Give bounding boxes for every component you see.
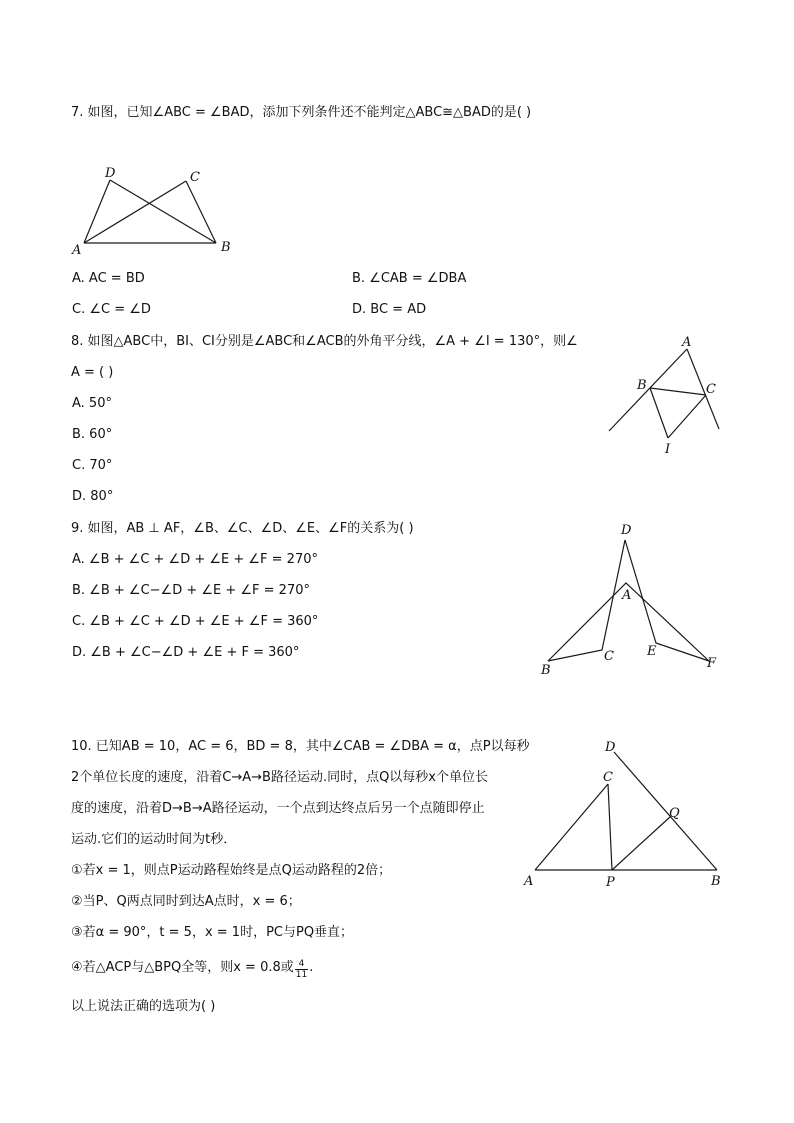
- q9-label-d: D: [621, 523, 632, 538]
- q10-fraction-denominator: 11: [295, 970, 308, 980]
- q9-label-f: F: [707, 656, 717, 671]
- q10-line1: 10. 已知AB = 10，AC = 6，BD = 8，其中∠CAB = ∠DBA = α，点P以每秒: [71, 739, 530, 754]
- q10-segment-db: [614, 752, 717, 870]
- q8-option-b[interactable]: B. 60°: [72, 427, 113, 442]
- q9-label-a: A: [622, 588, 632, 603]
- q10-statement-1: ①若x = 1，则点P运动路程始终是点Q运动路程的2倍；: [71, 863, 392, 878]
- q7-option-c[interactable]: C. ∠C = ∠D: [72, 302, 151, 317]
- q8-option-a[interactable]: A. 50°: [72, 396, 112, 411]
- q7-label-a: A: [72, 243, 82, 258]
- q10-label-q: Q: [669, 806, 680, 821]
- q9-option-c[interactable]: C. ∠B + ∠C + ∠D + ∠E + ∠F = 360°: [72, 614, 319, 629]
- q7-label-d: D: [105, 166, 116, 181]
- q10-label-p: P: [606, 875, 615, 890]
- q10-statement-3: ③若α = 90°，t = 5，x = 1时，PC与PQ垂直；: [71, 925, 354, 940]
- q9-option-a[interactable]: A. ∠B + ∠C + ∠D + ∠E + ∠F = 270°: [72, 552, 318, 567]
- q8-option-d[interactable]: D. 80°: [72, 489, 114, 504]
- q10-line2: 2个单位长度的速度，沿着C→A→B路径运动.同时，点Q以每秒x个单位长: [71, 770, 489, 785]
- q7-stem: 7. 如图，已知∠ABC = ∠BAD，添加下列条件还不能判定△ABC≅△BAD的是( ): [71, 105, 532, 120]
- q7-option-b[interactable]: B. ∠CAB = ∠DBA: [352, 271, 467, 286]
- q8-option-c[interactable]: C. 70°: [72, 458, 113, 473]
- q10-label-a: A: [524, 874, 534, 889]
- q7-label-c: C: [190, 170, 200, 185]
- q10-line4: 运动.它们的运动时间为t秒．: [71, 832, 237, 847]
- q10-label-d: D: [605, 740, 616, 755]
- q10-line3: 度的速度，沿着D→B→A路径运动，一个点到达终点后另一个点随即停止: [71, 801, 485, 816]
- q10-label-b: B: [711, 874, 721, 889]
- q10-statement-4-text: ④若△ACP与△BPQ全等，则x = 0.8或: [71, 960, 294, 975]
- q8-label-b: B: [637, 378, 647, 393]
- q10-segment-ac: [535, 784, 608, 870]
- q8-label-c: C: [706, 382, 716, 397]
- q7-option-a[interactable]: A. AC = BD: [72, 271, 145, 286]
- q9-option-b[interactable]: B. ∠B + ∠C−∠D + ∠E + ∠F = 270°: [72, 583, 310, 598]
- q10-segment-cp: [608, 784, 612, 870]
- q9-stem: 9. 如图，AB ⊥ AF，∠B、∠C、∠D、∠E、∠F的关系为( ): [71, 521, 414, 536]
- q8-stem-line2: A = ( ): [71, 365, 114, 380]
- q9-option-d[interactable]: D. ∠B + ∠C−∠D + ∠E + F = 360°: [72, 645, 300, 660]
- q10-end: 以上说法正确的选项为( ): [71, 999, 216, 1014]
- q10-segment-pq: [612, 817, 670, 870]
- q9-label-b: B: [541, 663, 551, 678]
- q8-label-i: I: [665, 442, 671, 457]
- q10-fraction-numerator: 4: [295, 959, 308, 970]
- q10-label-c: C: [603, 770, 613, 785]
- q7-option-d[interactable]: D. BC = AD: [352, 302, 427, 317]
- q10-statement-4-period: .: [309, 960, 314, 975]
- q9-label-e: E: [647, 644, 657, 659]
- q8-stem-line1: 8. 如图△ABC中，BI、CI分别是∠ABC和∠ACB的外角平分线，∠A + ∠I = 130°，则∠: [71, 334, 578, 349]
- q8-label-a: A: [682, 335, 692, 350]
- q10-statement-2: ②当P、Q两点同时到达A点时，x = 6；: [71, 894, 301, 909]
- q9-label-c: C: [604, 649, 614, 664]
- q7-label-b: B: [221, 240, 231, 255]
